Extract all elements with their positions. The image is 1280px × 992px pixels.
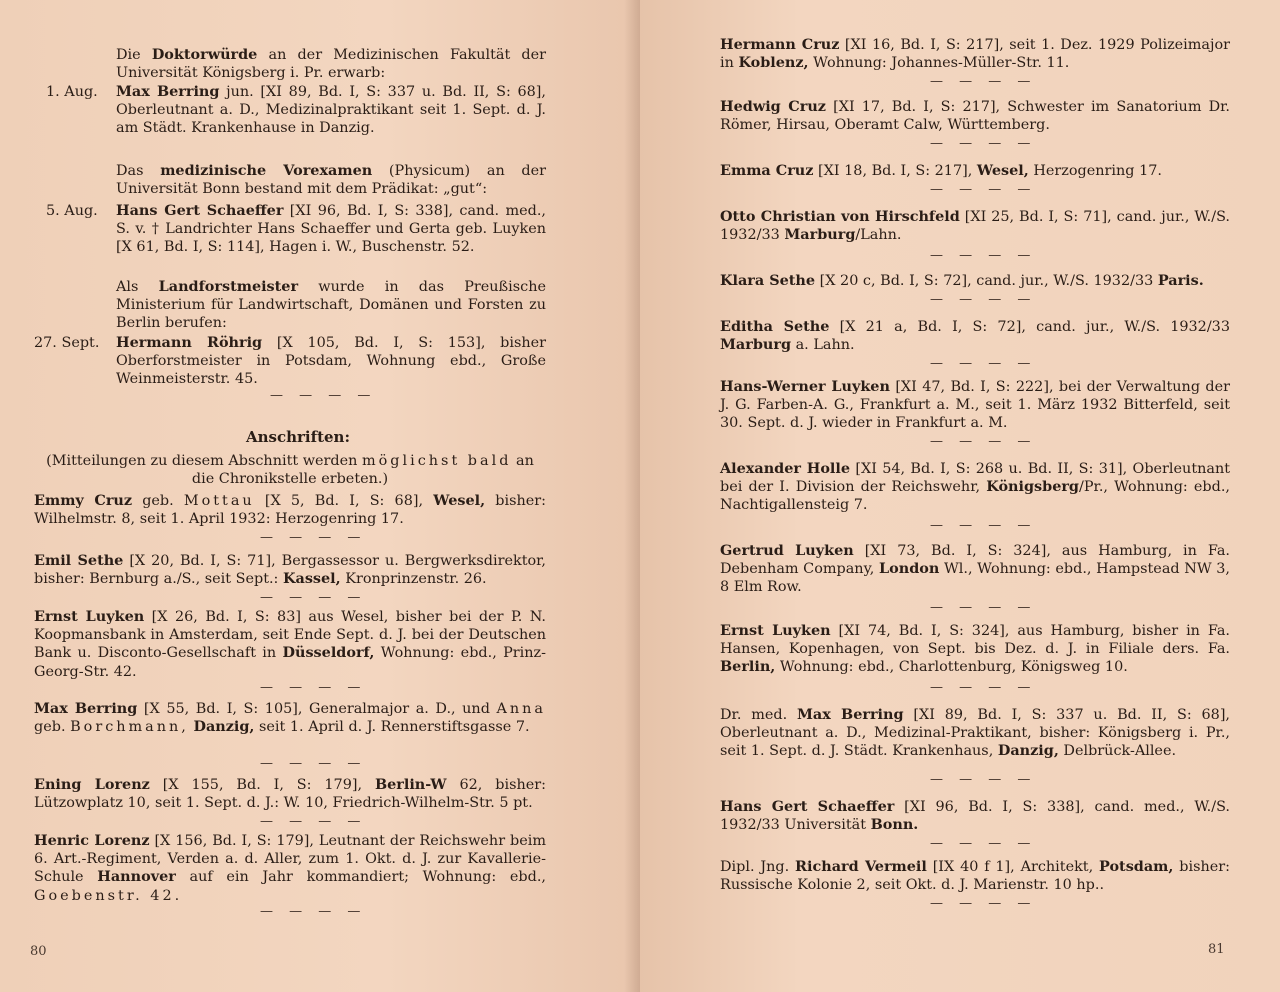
address-entry: Ening Lorenz [X 155, Bd. I, S: 179], Berlin-W 62, bisher: Lützowplatz 10, seit 1. Sept. d. J.: W. 10, Friedrich-Wilhelm-Str. 5 pt. <box>34 776 546 812</box>
forst-entry: Hermann Röhrig [X 105, Bd. I, S: 153], bisher Oberforstmeister in Potsdam, Wohnung ebd., Große Weinmeisterstr. 45. <box>116 334 547 388</box>
address-entry: Dipl. Jng. Richard Vermeil [IX 40 f 1], Architekt, Potsdam, bisher: Russische Kolonie 2, seit Okt. d. J. Marienstr. 10 hp.. <box>720 858 1230 894</box>
separator: — — — — <box>260 530 367 545</box>
address-entry: Dr. med. Max Berring [XI 89, Bd. I, S: 337 u. Bd. II, S: 68], Oberleutnant a. D., Medizinal-Praktikant, bisher: Königsberg i. Pr., seit 1. Sept. d. J. Städt. Krankenhaus, Danzig, Delbrück-Allee. <box>720 706 1231 760</box>
separator: — — — — <box>930 248 1037 263</box>
address-entry: Ernst Luyken [X 26, Bd. I, S: 83] aus Wesel, bisher bei der P. N. Koopmansbank in Amsterdam, seit Ende Sept. d. J. bei der Deutschen Bank u. Disconto-Gesellschaft in Düsseldorf, Wohnung: ebd., Prinz-Georg-Str. 42. <box>34 608 546 680</box>
address-entry: Hans Gert Schaeffer [XI 96, Bd. I, S: 338], cand. med., W./S. 1932/33 Universität Bonn. <box>720 798 1230 834</box>
address-entry: Emmy Cruz geb. Mottau [X 5, Bd. I, S: 68], Wesel, bisher: Wilhelmstr. 8, seit 1. April 1932: Herzogenring 17. <box>34 492 546 528</box>
doctor-entry: Max Berring jun. [XI 89, Bd. I, S: 337 u. Bd. II, S: 68], Oberleutnant a. D., Medizinalpraktikant seit 1. Sept. d. J. am Städt. Krankenhause in Danzig. <box>116 83 546 137</box>
separator: — — — — <box>930 772 1037 787</box>
separator: — — — — <box>930 74 1037 89</box>
page-number: 81 <box>1208 942 1225 957</box>
separator: — — — — <box>930 356 1037 371</box>
doctor-intro: Die Doktorwürde an der Medizinischen Fakultät der Universität Königsberg i. Pr. erwarb: <box>116 46 547 82</box>
address-entry: Hans-Werner Luyken [XI 47, Bd. I, S: 222], bei der Verwaltung der J. G. Farben-A. G., Frankfurt a. M., seit 1. März 1932 Bitterfeld, seit 30. Sept. d. J. wieder in Frankfurt a. M. <box>720 378 1231 432</box>
address-entry: Emil Sethe [X 20, Bd. I, S: 71], Bergassessor u. Bergwerksdirektor, bisher: Bernburg a./S., seit Sept.: Kassel, Kronprinzenstr. 26. <box>34 552 547 588</box>
separator: — — — — <box>930 136 1037 151</box>
address-entry: Editha Sethe [X 21 a, Bd. I, S: 72], cand. jur., W./S. 1932/33 Marburg a. Lahn. <box>720 318 1230 354</box>
address-entry: Klara Sethe [X 20 c, Bd. I, S: 72], cand. jur., W./S. 1932/33 Paris. <box>720 272 1204 289</box>
doctor-date: 1. Aug. <box>46 84 98 100</box>
section-heading: Anschriften: <box>246 428 350 446</box>
separator: — — — — <box>260 680 367 695</box>
physicum-entry: Hans Gert Schaeffer [XI 96, Bd. I, S: 338], cand. med., S. v. † Landrichter Hans Schaeffer und Gerta geb. Luyken [X 61, Bd. I, S: 114], Hagen i. W., Buschenstr. 52. <box>116 202 547 256</box>
address-entry: Hermann Cruz [XI 16, Bd. I, S: 217], seit 1. Dez. 1929 Polizeimajor in Koblenz, Wohnung: Johannes-Müller-Str. 11. <box>720 36 1231 72</box>
separator: — — — — <box>260 756 367 771</box>
address-entry: Emma Cruz [XI 18, Bd. I, S: 217], Wesel, Herzogenring 17. <box>720 162 1162 179</box>
separator: — — — — <box>930 600 1037 615</box>
separator: — — — — <box>260 904 367 919</box>
separator: — — — — <box>930 434 1037 449</box>
separator: — — — — <box>930 896 1037 911</box>
address-entry: Henric Lorenz [X 156, Bd. I, S: 179], Leutnant der Reichswehr beim 6. Art.-Regiment, Verden a. d. Aller, zum 1. Okt. d. J. zur Kavallerie-Schule Hannover auf ein Jahr kommandiert; Wohnung: ebd., Goebenstr. 42. <box>34 832 547 904</box>
separator: — — — — <box>930 292 1037 307</box>
address-entry: Alexander Holle [XI 54, Bd. I, S: 268 u. Bd. II, S: 31], Oberleutnant bei der I. Division der Reichswehr, Königsberg/Pr., Wohnung: ebd., Nachtigallensteig 7. <box>720 460 1231 514</box>
separator: — — — — <box>930 836 1037 851</box>
physicum-intro: Das medizinische Vorexamen (Physicum) an der Universität Bonn bestand mit dem Prädikat: „gut“: <box>116 162 546 198</box>
right-page <box>640 0 1280 992</box>
separator: — — — — <box>260 590 367 605</box>
separator: — — — — <box>930 680 1037 695</box>
separator: — — — — <box>930 518 1037 533</box>
separator: — — — — <box>270 388 377 403</box>
physicum-date: 5. Aug. <box>46 203 98 219</box>
address-entry: Hedwig Cruz [XI 17, Bd. I, S: 217], Schwester im Sanatorium Dr. Römer, Hirsau, Oberamt Calw, Württemberg. <box>720 98 1230 134</box>
address-entry: Gertrud Luyken [XI 73, Bd. I, S: 324], aus Hamburg, in Fa. Debenham Company, London Wl., Wohnung: ebd., Hampstead NW 3, 8 Elm Row. <box>720 542 1231 596</box>
forst-intro: Als Landforstmeister wurde in das Preußische Ministerium für Landwirtschaft, Domänen und Forsten zu Berlin berufen: <box>116 278 547 332</box>
separator: — — — — <box>260 814 367 829</box>
address-entry: Max Berring [X 55, Bd. I, S: 105], Generalmajor a. D., und Anna geb. Borchmann, Danzig, seit 1. April d. J. Rennerstiftsgasse 7. <box>34 700 546 736</box>
address-entry: Ernst Luyken [XI 74, Bd. I, S: 324], aus Hamburg, bisher in Fa. Hansen, Kopenhagen, von Sept. bis Dez. d. J. in Filiale ders. Fa. Berlin, Wohnung: ebd., Charlottenburg, Königsweg 10. <box>720 622 1230 676</box>
address-entry: Otto Christian von Hirschfeld [XI 25, Bd. I, S: 71], cand. jur., W./S. 1932/33 Marburg/Lahn. <box>720 208 1231 244</box>
separator: — — — — <box>930 182 1037 197</box>
section-note: (Mitteilungen zu diesem Abschnitt werden möglichst bald an die Chronikstelle erbeten.) <box>46 453 534 488</box>
page-number: 80 <box>30 944 47 959</box>
forst-date: 27. Sept. <box>34 335 100 351</box>
